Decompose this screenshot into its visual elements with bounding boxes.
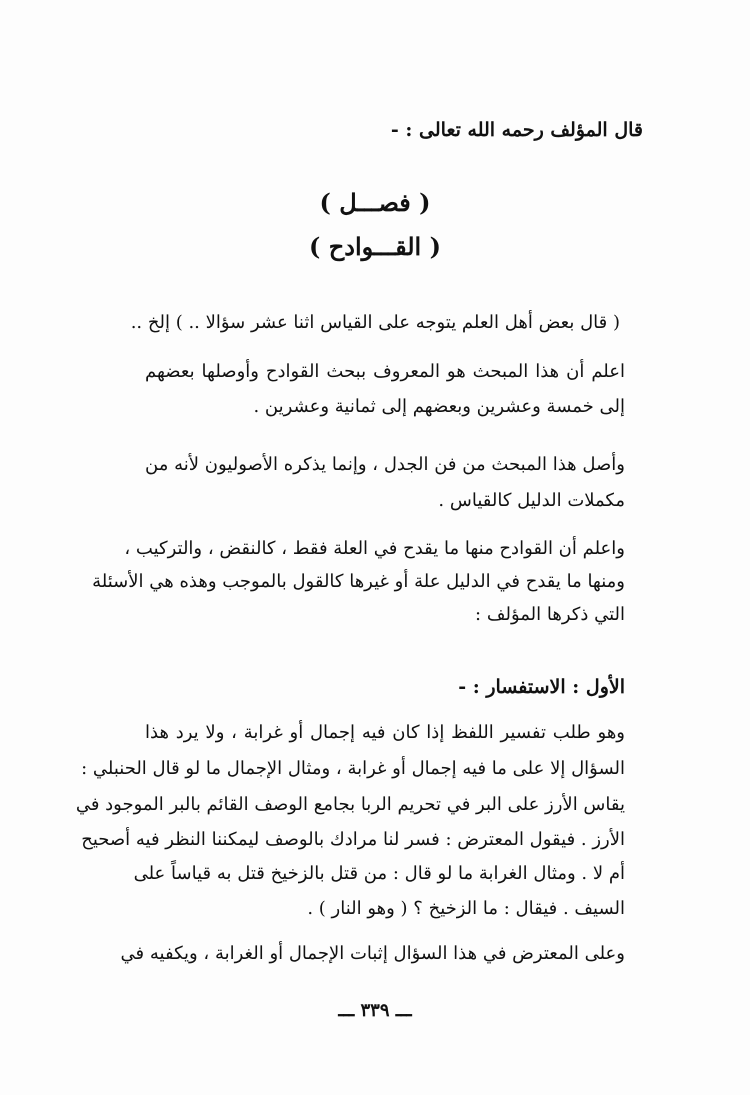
- section-line: يقاس الأرز على البر في تحريم الربا بجامع الوصف القائم بالبر الموجود في: [75, 794, 625, 815]
- section-line: وهو طلب تفسير اللفظ إذا كان فيه إجمال أو غرابة ، ولا يرد هذا: [145, 722, 625, 743]
- paragraph-line: إلى خمسة وعشرين وبعضهم إلى ثمانية وعشرين .: [253, 396, 625, 417]
- paragraph-line: وأصل هذا المبحث من فن الجدل ، وإنما يذكره الأصوليون لأنه من: [145, 454, 625, 475]
- section-title: الأول : الاستفسار : -: [458, 676, 625, 698]
- section-line: السيف . فيقال : ما الزخيخ ؟ ( وهو النار ) .: [307, 898, 625, 919]
- section-line: وعلى المعترض في هذا السؤال إثبات الإجمال أو الغرابة ، ويكفيه في: [120, 943, 625, 964]
- paragraph-line: مكملات الدليل كالقياس .: [438, 490, 625, 511]
- paragraph-line: ومنها ما يقدح في الدليل علة أو غيرها كالقول بالموجب وهذه هي الأسئلة: [92, 571, 625, 592]
- chapter-title: ( فصـــل ): [319, 188, 431, 217]
- section-line: الأرز . فيقول المعترض : فسر لنا مرادك بالوصف ليمكننا النظر فيه أصحيح: [81, 829, 625, 850]
- section-line: أم لا . ومثال الغرابة ما لو قال : من قتل بالزخيخ قتل به قياساً على: [133, 863, 625, 884]
- paragraph-line: واعلم أن القوادح منها ما يقدح في العلة فقط ، كالنقض ، والتركيب ،: [124, 538, 625, 559]
- paragraph-line: التي ذكرها المؤلف :: [475, 604, 625, 625]
- intro-line: قال المؤلف رحمه الله تعالى : -: [390, 119, 643, 141]
- page-number: ـــ ٣٣٩ ـــ: [338, 1000, 412, 1021]
- paragraph-line: ( قال بعض أهل العلم يتوجه على القياس اثنا عشر سؤالا .. ) إلخ ..: [130, 312, 620, 333]
- chapter-subtitle: ( القـــوادح ): [309, 232, 441, 261]
- section-line: السؤال إلا على ما فيه إجمال أو غرابة ، ومثال الإجمال ما لو قال الحنبلي :: [81, 758, 625, 779]
- paragraph-line: اعلم أن هذا المبحث هو المعروف ببحث القوادح وأوصلها بعضهم: [145, 361, 625, 382]
